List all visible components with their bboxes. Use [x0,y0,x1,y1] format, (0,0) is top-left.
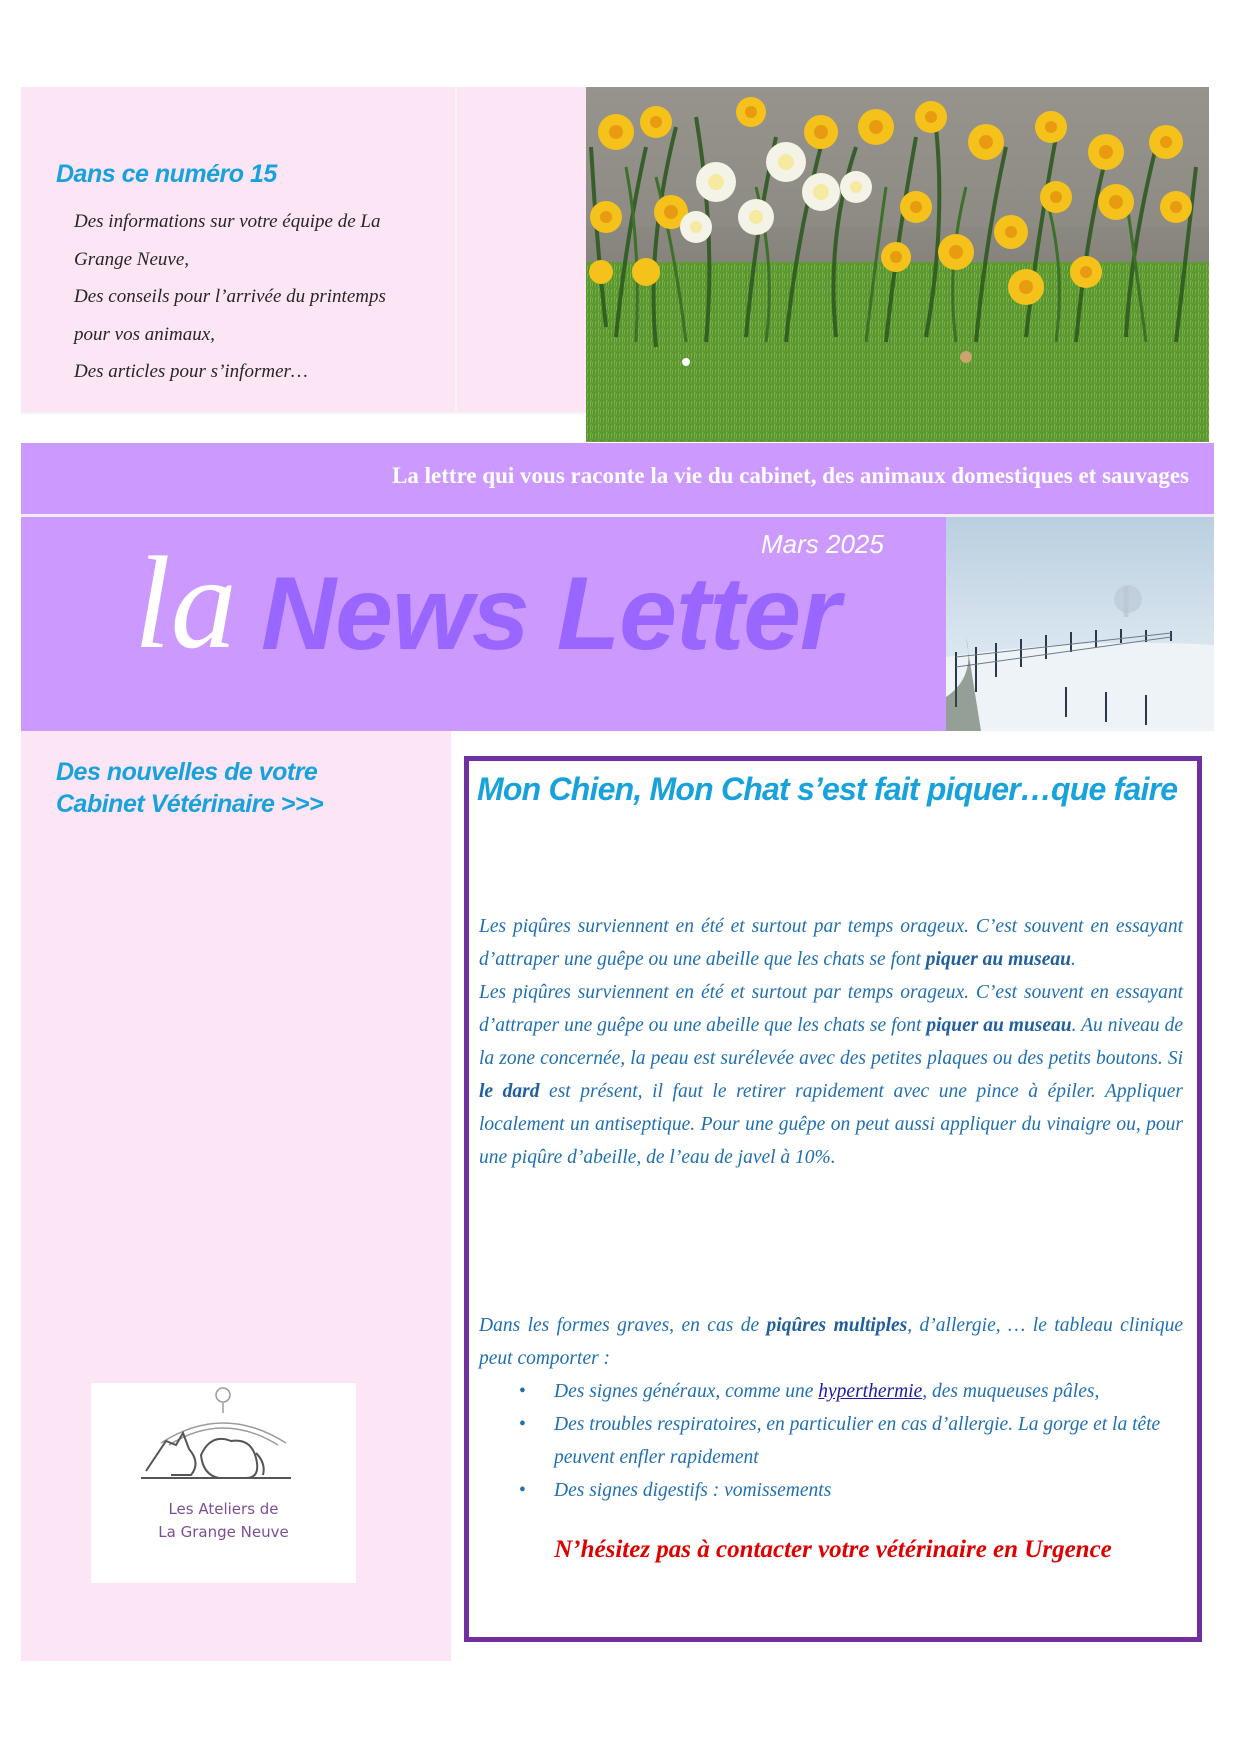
article-box [464,756,1202,1642]
intro-divider [455,87,457,414]
logo-text: Les Ateliers de [168,1500,279,1518]
issue-date: Mars 2025 [761,529,884,559]
hyperthermie-link[interactable]: hyperthermie [818,1381,923,1402]
intro-line: pour vos animaux, [74,323,215,345]
intro-list [74,203,444,391]
article-title: Mon Chien, Mon Chat s’est fait piquer…que faire [477,771,1178,807]
sidebar [21,731,451,1661]
bullet-icon: • [519,1381,526,1402]
daffodils-photo [586,87,1209,442]
list-item: • Des signes digestifs : vomissements [479,1474,1183,1507]
bullet-icon: • [519,1414,526,1435]
sidebar-heading [56,756,416,820]
sidebar-heading-line: Des nouvelles de votre [56,758,318,786]
article-paragraph: Les piqûres surviennent en été et surtout par temps orageux. C’est souvent en essayant d’attraper une guêpe ou une abeille que les chats se font piquer au museau. Au niveau de la zone concernée, la peau est surélevée avec des petites plaques ou des petits boutons. Si le dard est présent, il faut le retirer rapidement avec une pince à épiler. Appliquer localement un antiseptique. Pour une guêpe on peut aussi appliquer du vinaigre ou, pour une piqûre d’abeille, de l’eau de javel à 10%. [479,982,1184,1168]
tagline-band [21,443,1214,514]
intro-divider-bottom [21,412,586,414]
cat-dog-logo-icon [91,1383,356,1498]
urgent-notice: N’hésitez pas à contacter votre vétérinaire en Urgence [554,1536,1112,1563]
masthead-la: la [134,529,237,676]
article-paragraph: Dans les formes graves, en cas de piqûres multiples, d’allergie, … le tableau clinique peut comporter : [479,1315,1183,1369]
intro-line: Grange Neuve, [74,248,190,270]
snow-landscape-photo [946,517,1214,731]
clinic-logo [91,1383,356,1583]
intro-title: Dans ce numéro 15 [56,160,277,188]
sidebar-heading-line: Cabinet Vétérinaire >>> [56,790,324,818]
intro-line: Des conseils pour l’arrivée du printemps [74,286,386,307]
intro-line: Des articles pour s’informer… [74,361,308,382]
article-paragraph: Les piqûres surviennent en été et surtout par temps orageux. C’est souvent en essayant d’attraper une guêpe ou une abeille que les chats se font piquer au museau. [479,916,1183,970]
list-item: • Des signes généraux, comme une hyperthermie, des muqueuses pâles, [479,1375,1183,1408]
symptom-list [479,1375,1183,1507]
masthead [21,517,946,731]
bullet-icon: • [519,1480,526,1501]
masthead-title: News Letter [261,556,840,672]
list-item: • Des troubles respiratoires, en particulier en cas d’allergie. La gorge et la tête peuvent enfler rapidement [479,1408,1183,1474]
logo-text: La Grange Neuve [158,1523,289,1541]
tagline: La lettre qui vous raconte la vie du cabinet, des animaux domestiques et sauvages [392,463,1189,488]
intro-line: Des informations sur votre équipe de La [74,211,381,232]
